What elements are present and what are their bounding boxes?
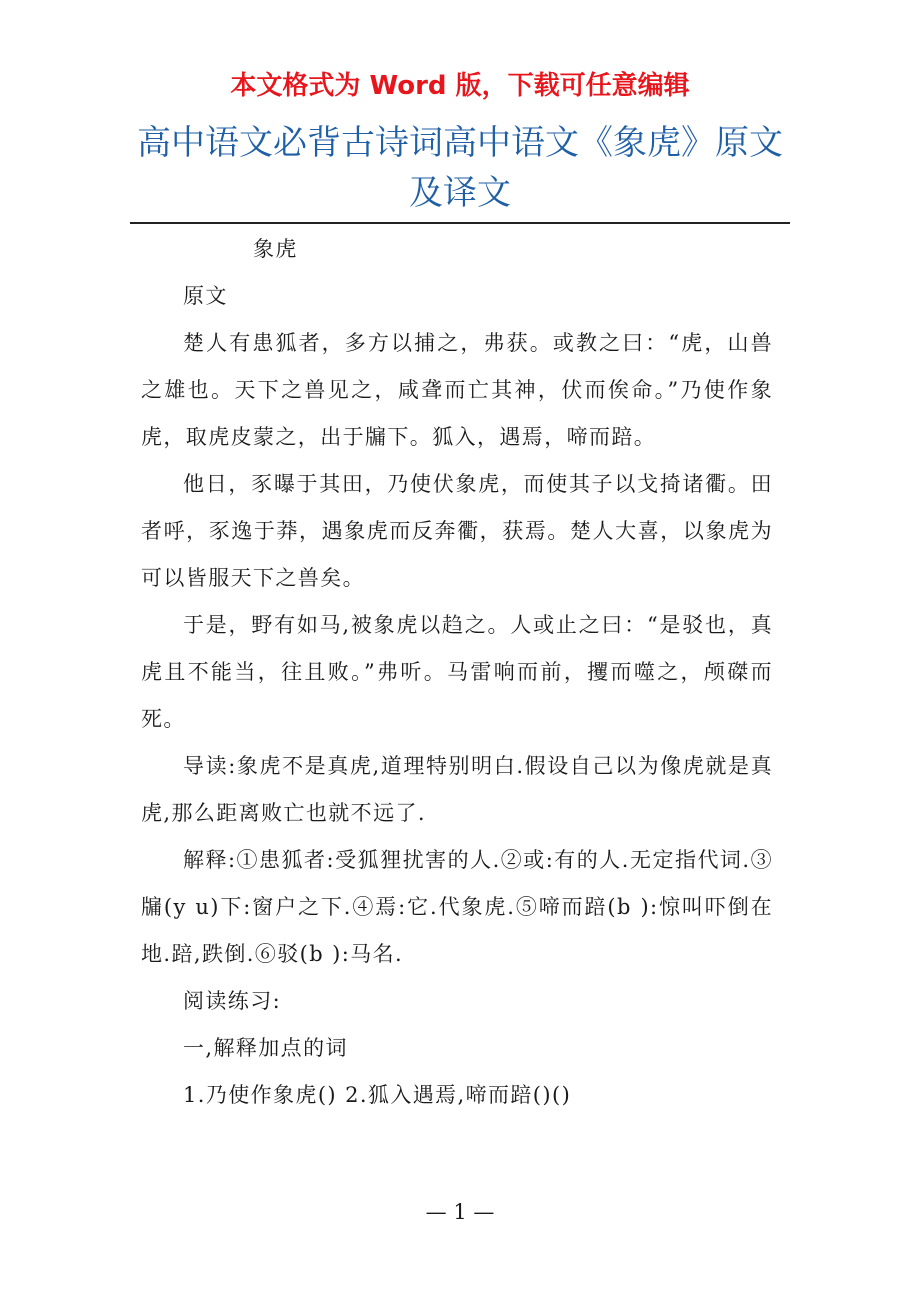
paragraph: 他日，豕曝于其田，乃使伏象虎，而使其子以戈掎诸衢。田者呼，豕逸于莽，遇象虎而反奔衢，获焉。楚人大喜，以象虎为可以皆服天下之兽矣。	[141, 472, 773, 590]
title-divider	[130, 222, 790, 224]
article-body	[141, 226, 773, 1119]
document-title: 高中语文必背古诗词高中语文《象虎》原文及译文	[137, 123, 783, 213]
word-format-notice: 本文格式为 Word 版，下载可任意编辑	[230, 71, 690, 101]
paragraph: 阅读练习:	[183, 989, 282, 1013]
paragraph: 一,解释加点的词	[183, 1036, 348, 1060]
paragraph: 解释:①患狐者:受狐狸扰害的人.②或:有的人.无定指代词.③牖(y u)下:窗户之下.④焉:它.代象虎.⑤啼而踣(b ):惊叫吓倒在地.踣,跌倒.⑥驳(b ):马名.	[141, 848, 773, 966]
page-number: — 1 —	[425, 1200, 495, 1224]
poem-heading: 象虎	[253, 237, 298, 261]
section-label: 原文	[183, 284, 228, 308]
paragraph: 导读:象虎不是真虎,道理特别明白.假设自己以为像虎就是真虎,那么距离败亡也就不远了.	[141, 754, 773, 825]
paragraph: 于是，野有如马,被象虎以趋之。人或止之曰：“是驳也，真虎且不能当，往且败。”弗听。马雷响而前，攫而噬之，颅磔而死。	[141, 613, 773, 731]
paragraph: 1.乃使作象虎() 2.狐入遇焉,啼而踣()()	[183, 1083, 572, 1107]
paragraph: 楚人有患狐者，多方以捕之，弗获。或教之曰：“虎，山兽之雄也。天下之兽见之，咸聋而亡其神，伏而俟命。”乃使作象虎，取虎皮蒙之，出于牖下。狐入，遇焉，啼而踣。	[141, 331, 773, 449]
